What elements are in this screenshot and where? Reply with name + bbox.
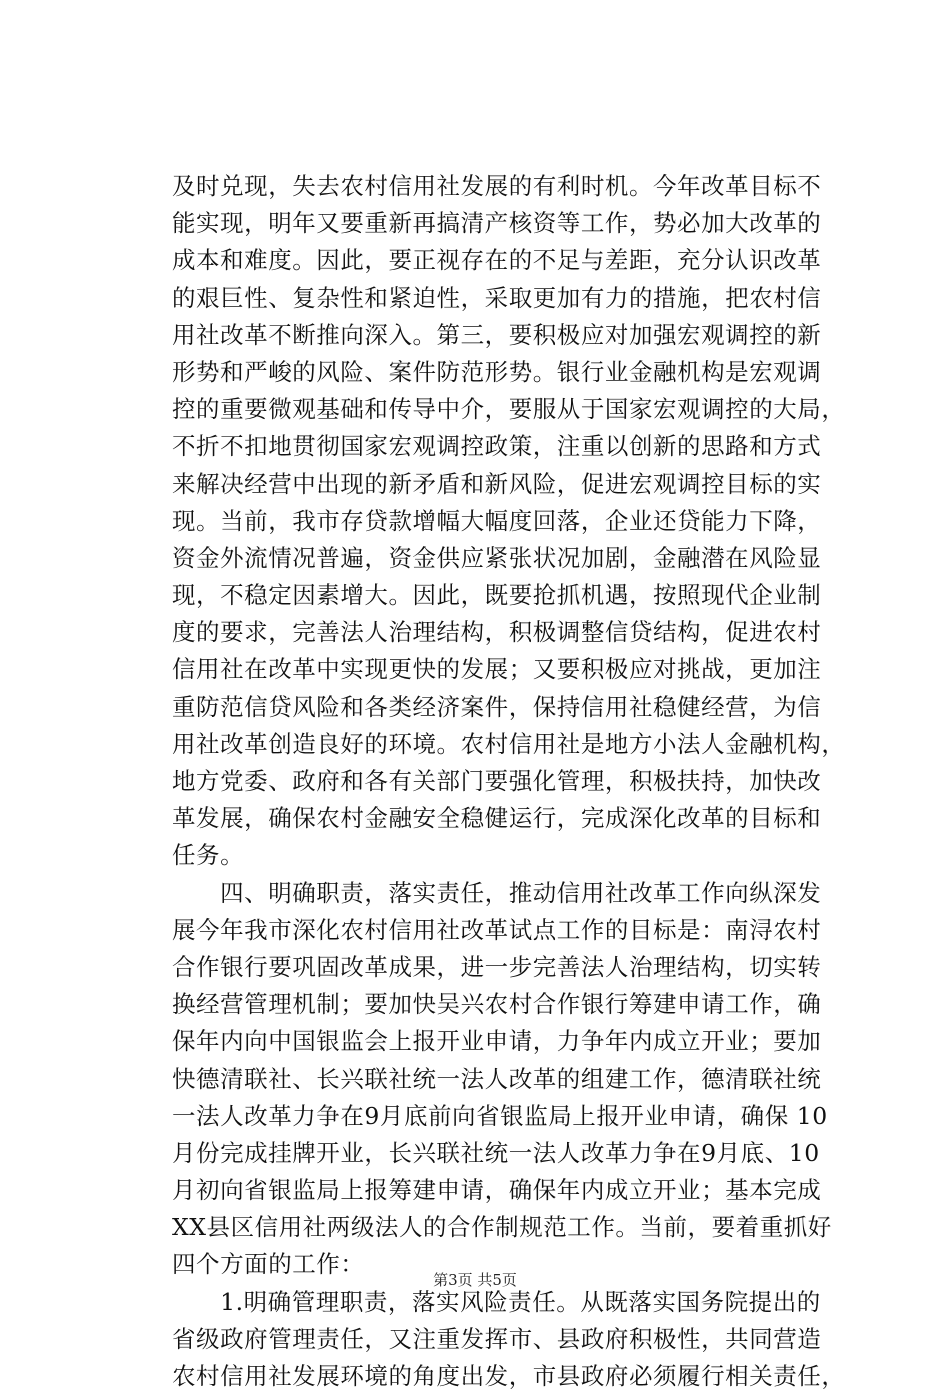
text-line: 度的要求，完善法人治理结构，积极调整信贷结构，促进农村 [172,618,822,647]
text-line: 换经营管理机制；要加快吴兴农村合作银行筹建申请工作，确 [172,990,822,1019]
text-line: 月份完成挂牌开业，长兴联社统一法人改革力争在9月底、10 [172,1138,820,1167]
text-line: 四个方面的工作： [172,1250,365,1279]
text-line: 合作银行要巩固改革成果，进一步完善法人治理结构，切实转 [172,952,822,981]
text-line: 革发展，确保农村金融安全稳健运行，完成深化改革的目标和 [172,804,822,833]
text-line: XX县区信用社两级法人的合作制规范工作。当前，要着重抓好 [172,1213,832,1242]
text-line: 能实现，明年又要重新再搞清产核资等工作，势必加大改革的 [172,209,822,238]
text-line: 资金外流情况普遍，资金供应紧张状况加剧，金融潜在风险显 [172,543,822,572]
text-line: 省级政府管理责任，又注重发挥市、县政府积极性，共同营造 [172,1324,822,1353]
text-line: 的艰巨性、复杂性和紧迫性，采取更加有力的措施，把农村信 [172,283,822,312]
text-line: 用社改革不断推向深入。第三，要积极应对加强宏观调控的新 [172,320,822,349]
text-line: 一法人改革力争在9月底前向省银监局上报开业申请，确保 10 [172,1101,828,1130]
text-line: 月初向省银监局上报筹建申请，确保年内成立开业；基本完成 [172,1176,822,1205]
text-line: 展今年我市深化农村信用社改革试点工作的目标是：南浔农村 [172,915,822,944]
text-line: 保年内向中国银监会上报开业申请，力争年内成立开业；要加 [172,1027,822,1056]
text-line: 现。当前，我市存贷款增幅大幅度回落，企业还贷能力下降， [172,506,822,535]
text-line: 形势和严峻的风险、案件防范形势。银行业金融机构是宏观调 [172,357,822,386]
text-line: 及时兑现，失去农村信用社发展的有利时机。今年改革目标不 [172,172,822,200]
document-body [172,168,852,1395]
text-line: 成本和难度。因此，要正视存在的不足与差距，充分认识改革 [172,246,822,275]
text-line: 快德清联社、长兴联社统一法人改革的组建工作，德清联社统 [172,1064,822,1093]
text-line: 不折不扣地贯彻国家宏观调控政策，注重以创新的思路和方式 [172,432,822,461]
text-line: 控的重要微观基础和传导中介，要服从于国家宏观调控的大局， [172,395,846,424]
text-line: 信用社在改革中实现更快的发展；又要积极应对挑战，更加注 [172,655,822,684]
text-line: 来解决经营中出现的新矛盾和新风险，促进宏观调控目标的实 [172,469,822,498]
text-line: 重防范信贷风险和各类经济案件，保持信用社稳健经营，为信 [172,692,822,721]
text-line: 1.明确管理职责，落实风险责任。从既落实国务院提出的 [172,1287,821,1316]
text-line: 用社改革创造良好的环境。农村信用社是地方小法人金融机构， [172,729,846,758]
text-line: 四、明确职责，落实责任，推动信用社改革工作向纵深发 [172,878,822,907]
page-footer: 第3页 共5页 [433,1271,517,1289]
text-line: 任务。 [172,841,245,870]
text-line: 农村信用社发展环境的角度出发，市县政府必须履行相关责任， [172,1362,846,1390]
text-line: 地方党委、政府和各有关部门要强化管理，积极扶持，加快改 [172,767,822,795]
text-line: 现，不稳定因素增大。因此，既要抢抓机遇，按照现代企业制 [172,581,822,610]
